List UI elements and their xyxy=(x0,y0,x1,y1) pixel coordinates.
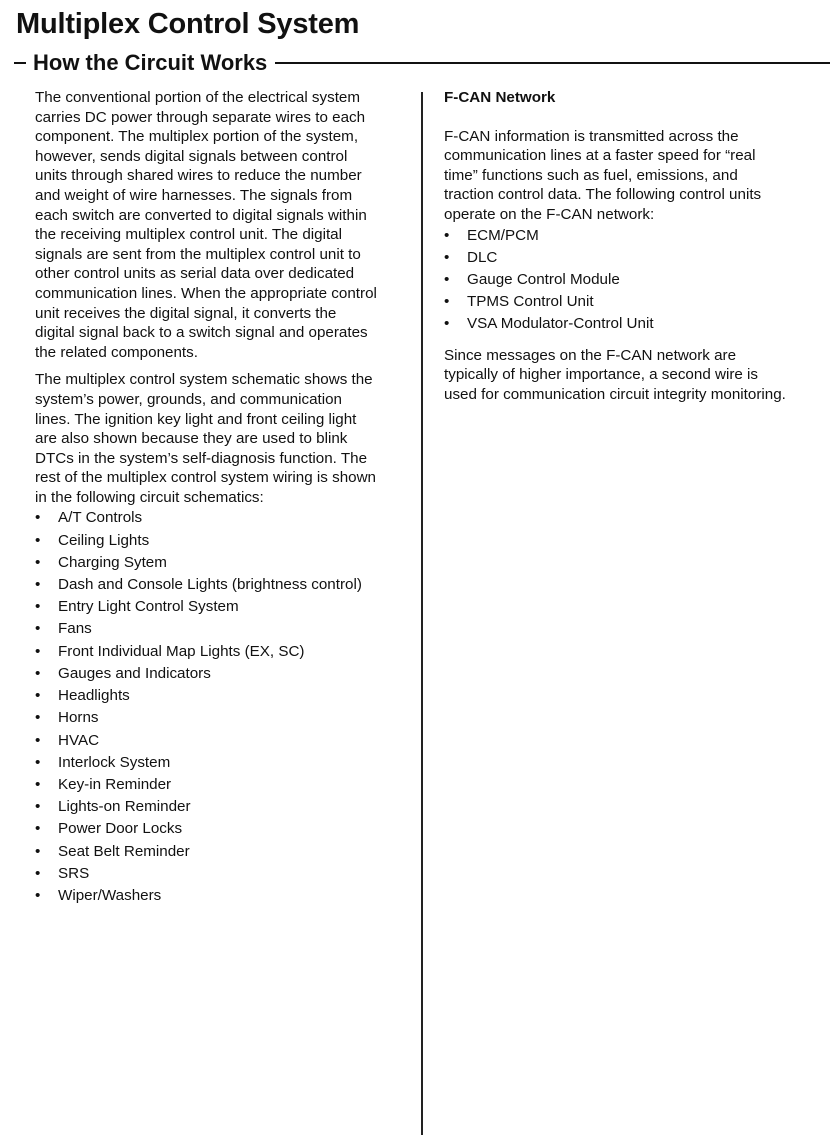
section-header xyxy=(14,50,830,76)
heading-dash xyxy=(14,62,26,64)
schematic-paragraph: The multiplex control system schematic shows the system’s power, grounds, and communication lines. The ignition key light and front ceiling light are also shown because they are used to blink DTCs in the system’s self-diagnosis function. The rest of the multiplex control system wiring is shown in the following circuit schematics: xyxy=(35,371,376,506)
list-item: • HVAC xyxy=(35,730,415,752)
section-heading: How the Circuit Works xyxy=(33,50,268,75)
list-item: • ECM/PCM xyxy=(444,225,824,247)
list-item: • DLC xyxy=(444,247,824,269)
list-item: • Key-in Reminder xyxy=(35,774,415,796)
list-item: • Power Door Locks xyxy=(35,818,415,840)
fcan-paragraph: F-CAN information is transmitted across the communication lines at a faster speed for “real time” functions such as fuel, emissions, and traction control data. The following control units operate on the F-CAN network: xyxy=(444,127,762,223)
list-item: • A/T Controls xyxy=(35,507,415,529)
list-item: • Interlock System xyxy=(35,752,415,774)
fcan-units-list xyxy=(444,225,824,336)
intro-paragraph: The conventional portion of the electrical system carries DC power through separate wires to each component. The multiplex portion of the system, however, sends digital signals between control units through shared wires to reduce the number and weight of wire harnesses. The signals from each switch are converted to digital signals within the receiving multiplex control unit. The digital signals are sent from the multiplex control unit to other control units as serial data over dedicated communication lines. When the appropriate control unit receives the digital signal, it converts the digital signal back to a switch signal and operates the related components. xyxy=(35,89,377,361)
fcan-integrity-paragraph: Since messages on the F-CAN network are typically of higher importance, a second wire is used for communication circuit integrity monitoring. xyxy=(444,346,786,403)
list-item: • Charging Sytem xyxy=(35,552,415,574)
column-divider xyxy=(421,92,423,1135)
list-item: • Gauges and Indicators xyxy=(35,663,415,685)
schematics-list xyxy=(35,507,415,907)
list-item: • Headlights xyxy=(35,685,415,707)
list-item: • Dash and Console Lights (brightness control) xyxy=(35,574,415,596)
list-item: • Horns xyxy=(35,707,415,729)
list-item: • SRS xyxy=(35,863,415,885)
page-title: Multiplex Control System xyxy=(16,8,360,40)
list-item: • VSA Modulator-Control Unit xyxy=(444,313,824,335)
fcan-subheading: F-CAN Network xyxy=(444,89,556,106)
left-column xyxy=(35,88,415,907)
heading-rule xyxy=(275,62,830,64)
list-item: • Front Individual Map Lights (EX, SC) xyxy=(35,641,415,663)
list-item: • Wiper/Washers xyxy=(35,885,415,907)
list-item: • Ceiling Lights xyxy=(35,530,415,552)
list-item: • Gauge Control Module xyxy=(444,269,824,291)
right-column xyxy=(444,88,824,412)
list-item: • Lights-on Reminder xyxy=(35,796,415,818)
list-item: • Fans xyxy=(35,618,415,640)
list-item: • Entry Light Control System xyxy=(35,596,415,618)
list-item: • Seat Belt Reminder xyxy=(35,841,415,863)
list-item: • TPMS Control Unit xyxy=(444,291,824,313)
